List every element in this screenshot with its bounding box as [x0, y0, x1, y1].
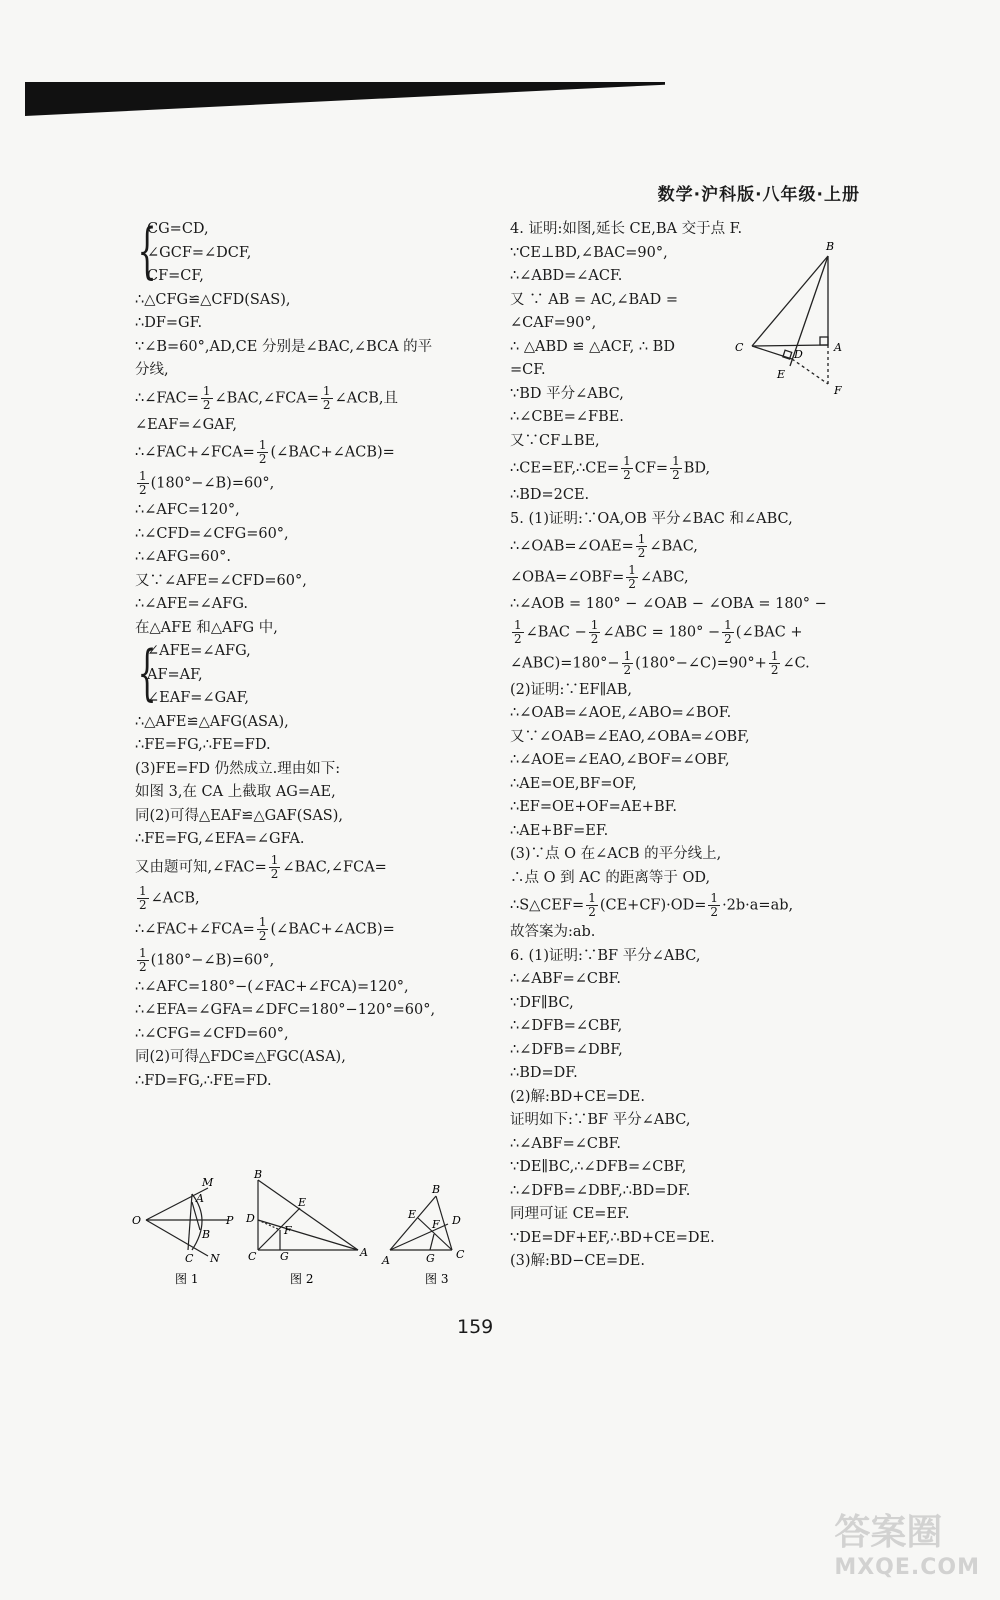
fig-label: G — [426, 1252, 435, 1265]
fig-label: B — [202, 1228, 211, 1241]
text-line: ∴BD=DF. — [510, 1065, 578, 1081]
fig-label: P — [226, 1214, 234, 1227]
header-black-bar — [25, 82, 665, 116]
text-line-frac: ∴CE=EF,∴CE= $\frac{1}{2}$ CF= $\frac{1}{2}$ BD, — [510, 454, 711, 482]
figure-q4-triangle — [730, 238, 860, 398]
text-line: ∴∠AFC=120°, — [135, 502, 240, 518]
text-line: 在△AFE 和△AFG 中, — [135, 619, 278, 636]
text-line: ∠AFE=∠AFG, — [147, 643, 251, 659]
fraction: $\frac{1}{2}$ — [710, 891, 719, 919]
text-line: ∠EAF=∠GAF, — [135, 416, 238, 433]
brace-system-1 — [135, 218, 475, 289]
text-line: ∴点 O 到 AC 的距离等于 OD, — [510, 869, 711, 886]
text-line-frac: ∴∠FAC= $\frac{1}{2}$ ∠BAC,∠FCA= $\frac{1}{2}$ ∠ACB,且 — [135, 383, 399, 412]
text-line: ∴AE=OE,BF=OF, — [510, 775, 637, 792]
text-line-frac: ∠OBA=∠OBF= $\frac{1}{2}$ ∠ABC, — [510, 563, 689, 591]
text-line: ∴∠DFB=∠CBF, — [510, 1018, 623, 1034]
text-line: 又∵∠OAB=∠EAO,∠OBA=∠OBF, — [510, 728, 750, 745]
text-line: 又∵∠AFE=∠CFD=60°, — [135, 572, 307, 589]
figures-1-2-3 — [130, 1168, 470, 1290]
text-line: ∴FE=FG,∴FE=FD. — [135, 737, 271, 753]
fig-label: B — [432, 1183, 441, 1196]
text-line: CG=CD, — [147, 221, 209, 237]
text-line: (3)解:BD−CE=DE. — [510, 1253, 646, 1269]
fraction: $\frac{1}{2}$ — [672, 454, 680, 482]
text-line-frac: ∴∠FAC+∠FCA= $\frac{1}{2}$ (∠BAC+∠ACB)= — [135, 438, 395, 466]
fraction: $\frac{1}{2}$ — [588, 891, 596, 919]
fraction: $\frac{1}{2}$ — [590, 617, 599, 646]
fig-label: E — [408, 1208, 417, 1221]
text-line-frac: ∠ABC)=180°− $\frac{1}{2}$ (180°−∠C)=90°+ $\frac{1}{2}$ ∠C. — [510, 648, 810, 677]
page-header: 数学·沪科版·八年级·上册 — [657, 185, 860, 205]
text-line: ∴∠ABF=∠CBF. — [510, 971, 622, 987]
text-line: 如图 3,在 CA 上截取 AG=AE, — [135, 784, 336, 800]
text-line: ∴∠DFB=∠DBF,∴BD=DF. — [510, 1182, 691, 1199]
fraction: $\frac{1}{2}$ — [724, 617, 732, 646]
fig-label: A — [382, 1254, 390, 1267]
text-line: ∴AE+BF=EF. — [510, 822, 609, 839]
left-column — [135, 218, 475, 1093]
text-line-frac: $\frac{1}{2}$ ∠BAC − $\frac{1}{2}$ ∠ABC = 180° − $\frac{1}{2}$ (∠BAC + — [514, 617, 803, 646]
fig-label: M — [202, 1176, 214, 1189]
fig-caption: 图 1 — [175, 1272, 199, 1286]
text-line: ∴∠ABD=∠ACF. — [510, 268, 623, 284]
text-line: ∴∠ABF=∠CBF. — [510, 1135, 622, 1152]
text-line: 又∵CF⊥BE, — [510, 432, 600, 449]
text-line: ∴△AFE≌△AFG(ASA), — [135, 713, 289, 730]
text-line-frac: $\frac{1}{2}$ (180°−∠B)=60°, — [139, 945, 275, 974]
text-line: ∴EF=OE+OF=AE+BF. — [510, 799, 678, 815]
text-line: ∵DE=DF+EF,∴BD+CE=DE. — [510, 1229, 715, 1246]
text-line: =CF. — [510, 362, 546, 378]
text-line: ∴DF=GF. — [135, 315, 203, 331]
text-line: ∴BD=2CE. — [510, 487, 590, 503]
fig-label: G — [280, 1250, 289, 1263]
watermark-logo: 答案圈 MXQE.COM — [834, 1512, 980, 1580]
text-line: 6. (1)证明:∵BF 平分∠ABC, — [510, 947, 701, 964]
fig-label: F — [432, 1218, 440, 1231]
fig-label: O — [132, 1214, 142, 1227]
text-line-frac: $\frac{1}{2}$ (180°−∠B)=60°, — [139, 469, 275, 497]
text-line: ∴∠EFA=∠GFA=∠DFC=180°−120°=60°, — [135, 1002, 436, 1018]
text-line: 5. (1)证明:∵OA,OB 平分∠BAC 和∠ABC, — [510, 510, 793, 527]
fraction: $\frac{1}{2}$ — [139, 945, 147, 974]
fraction: $\frac{1}{2}$ — [322, 383, 331, 412]
text-line: ∴∠AFG=60°. — [135, 549, 231, 565]
fig-label: A — [360, 1246, 368, 1259]
fig-label: C — [248, 1250, 257, 1263]
text-line: ∴∠AFE=∠AFG. — [135, 596, 248, 612]
text-line: ∴∠AFC=180°−(∠FAC+∠FCA)=120°, — [135, 978, 409, 995]
text-line: ∵DE∥BC,∴∠DFB=∠CBF, — [510, 1159, 687, 1175]
text-line: ∴ △ABD ≌ △ACF, ∴ BD — [510, 338, 675, 355]
fraction: $\frac{1}{2}$ — [258, 914, 267, 943]
fraction: $\frac{1}{2}$ — [637, 532, 646, 560]
text-line: ∴FD=FG,∴FE=FD. — [135, 1072, 272, 1089]
fraction: $\frac{1}{2}$ — [628, 563, 636, 591]
text-line: (3)∵点 O 在∠ACB 的平分线上, — [510, 846, 722, 862]
text-line: 分线, — [135, 362, 169, 378]
fig-label: B — [254, 1168, 263, 1181]
text-line: ∴∠CFG=∠CFD=60°, — [135, 1025, 289, 1042]
fraction: $\frac{1}{2}$ — [270, 852, 279, 881]
text-line: ∴FE=FG,∠EFA=∠GFA. — [135, 831, 305, 847]
text-line: (2)解:BD+CE=DE. — [510, 1088, 646, 1105]
fig-label: E — [777, 368, 786, 381]
text-line: ∴∠CFD=∠CFG=60°, — [135, 525, 289, 542]
fig-label: N — [210, 1252, 220, 1265]
fraction: $\frac{1}{2}$ — [623, 648, 632, 677]
fig-label: C — [185, 1252, 194, 1265]
text-line: ∠EAF=∠GAF, — [147, 690, 250, 706]
text-line: ∴∠DFB=∠DBF, — [510, 1041, 623, 1058]
text-line: (3)FE=FD 仍然成立.理由如下: — [135, 760, 341, 777]
brace-icon: { — [137, 216, 157, 286]
text-line: ∴∠AOB = 180° − ∠OAB − ∠OBA = 180° − — [510, 596, 827, 612]
fig-label: D — [246, 1212, 255, 1225]
fig-label: E — [298, 1196, 307, 1209]
text-line-frac: ∴S△CEF= $\frac{1}{2}$ (CE+CF)·OD= $\frac{1}{2}$ ·2b·a=ab, — [510, 891, 794, 919]
text-line: 同(2)可得△FDC≌△FGC(ASA), — [135, 1049, 346, 1065]
fig-label: A — [196, 1192, 204, 1205]
fraction: $\frac{1}{2}$ — [139, 469, 147, 497]
text-line: ∠CAF=90°, — [510, 315, 597, 331]
text-line: 故答案为:ab. — [510, 924, 596, 940]
text-line: ∴∠OAB=∠AOE,∠ABO=∠BOF. — [510, 705, 732, 721]
text-line: ∵DF∥BC, — [510, 994, 574, 1011]
fig-label: A — [834, 341, 842, 354]
text-line: ∴∠AOE=∠EAO,∠BOF=∠OBF, — [510, 752, 730, 768]
text-line: CF=CF, — [147, 268, 204, 284]
text-line: 同(2)可得△EAF≌△GAF(SAS), — [135, 807, 343, 824]
text-line: 证明如下:∵BF 平分∠ABC, — [510, 1112, 691, 1128]
text-line-frac: ∴∠FAC+∠FCA= $\frac{1}{2}$ (∠BAC+∠ACB)= — [135, 914, 395, 943]
fig-label: C — [456, 1248, 465, 1261]
fraction: $\frac{1}{2}$ — [258, 438, 267, 466]
text-line: ∵CE⊥BD,∠BAC=90°, — [510, 244, 668, 261]
text-line-frac: ∴∠OAB=∠OAE= $\frac{1}{2}$ ∠BAC, — [510, 532, 698, 560]
text-line: 4. 证明:如图,延长 CE,BA 交于点 F. — [510, 221, 743, 237]
text-line: 又 ∵ AB = AC,∠BAD = — [510, 291, 679, 308]
fraction: $\frac{1}{2}$ — [770, 648, 779, 677]
text-line: ∴△CFG≌△CFD(SAS), — [135, 291, 291, 308]
text-line: 同理可证 CE=EF. — [510, 1206, 630, 1222]
fig-label: D — [794, 348, 803, 361]
fraction: $\frac{1}{2}$ — [202, 383, 211, 412]
text-line-frac: $\frac{1}{2}$ ∠ACB, — [139, 883, 200, 912]
fig-label: B — [826, 240, 835, 253]
text-line: ∴∠CBE=∠FBE. — [510, 409, 624, 425]
fig-caption: 图 3 — [425, 1272, 449, 1286]
fig-label: F — [284, 1224, 292, 1237]
text-line: AF=AF, — [147, 666, 203, 683]
page-number: 159 — [457, 1316, 494, 1338]
text-line: ∠GCF=∠DCF, — [147, 244, 252, 261]
text-line-frac: 又由题可知,∠FAC= $\frac{1}{2}$ ∠BAC,∠FCA= — [135, 852, 387, 881]
text-line: (2)证明:∵EF∥AB, — [510, 681, 633, 698]
brace-system-2 — [135, 640, 475, 711]
fig-label: F — [834, 384, 842, 397]
brace-icon: { — [137, 638, 157, 708]
fig-label: C — [735, 341, 744, 354]
fraction: $\frac{1}{2}$ — [514, 617, 522, 646]
fig-label: D — [452, 1214, 461, 1227]
fraction: $\frac{1}{2}$ — [139, 883, 147, 912]
text-line: ∵∠B=60°,AD,CE 分别是∠BAC,∠BCA 的平 — [135, 338, 433, 355]
text-line: ∵BD 平分∠ABC, — [510, 385, 624, 402]
fraction: $\frac{1}{2}$ — [623, 454, 631, 482]
fig-caption: 图 2 — [290, 1272, 314, 1286]
